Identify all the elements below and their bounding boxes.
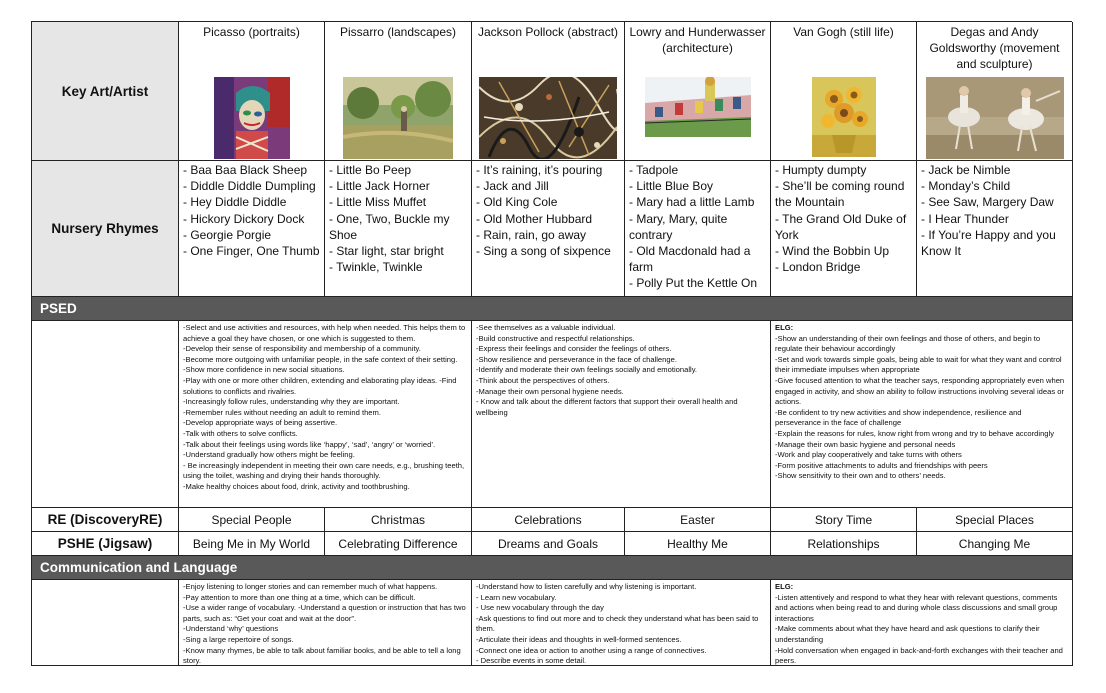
list-item: -Express their feelings and consider the feelings of others. xyxy=(476,344,672,354)
list-item: - Twinkle, Twinkle xyxy=(329,260,423,275)
artist-cell xyxy=(325,22,472,161)
empty-cell xyxy=(32,321,179,508)
section-band-psed: PSED xyxy=(32,297,1073,321)
list-item: -Be confident to try new activities and show independence, resilience and perseverance in the face of challenge xyxy=(775,407,1022,428)
list-item: - She’ll be coming round the Mountain xyxy=(775,179,905,210)
list-item: -Use a wider range of vocabulary. -Understand a question or instruction that has two parts, such as: “Get your coat and wait at the door”. xyxy=(183,603,466,623)
re-topic: Special People xyxy=(179,508,325,532)
list-item: - London Bridge xyxy=(775,260,861,275)
list-item: - It’s raining, it’s pouring xyxy=(476,163,603,177)
list-item: - Mary, Mary, quite contrary xyxy=(629,211,728,242)
list-item: - One Finger, One Thumb xyxy=(183,244,320,259)
row-header-nursery-rhymes: Nursery Rhymes xyxy=(32,161,179,297)
psed-notes-spring xyxy=(472,321,771,508)
abstract-painting-icon xyxy=(479,77,617,159)
artist-cell xyxy=(472,22,625,161)
psed-notes-autumn xyxy=(179,321,472,508)
list-item: -Understand gradually how others might be feeling. xyxy=(183,450,355,460)
list-item: - Be increasingly independent in meeting their own care needs, e.g., brushing teeth, using the toilet, washing and drying their hands thoroughly. xyxy=(183,460,465,481)
list-item: -Manage their own personal hygiene needs. xyxy=(476,386,624,396)
list-item: - Old Macdonald had a farm xyxy=(629,244,751,275)
row-header-re: RE (DiscoveryRE) xyxy=(32,508,179,532)
artist-cell xyxy=(917,22,1073,161)
list-item: -Identify and moderate their own feelings socially and emotionally. xyxy=(476,365,698,375)
list-item: - Little Bo Peep xyxy=(329,163,412,177)
pshe-topic: Dreams and Goals xyxy=(472,532,625,556)
list-item: -Articulate their ideas and thoughts in well-formed sentences. xyxy=(476,634,682,644)
list-item: - Describe events in some detail. xyxy=(476,656,587,666)
list-item: -Talk with others to solve conflicts. xyxy=(183,428,298,438)
list-item: -Make healthy choices about food, drink, activity and toothbrushing. xyxy=(183,481,410,491)
communication-notes-autumn xyxy=(179,580,472,666)
list-item: - Little Jack Horner xyxy=(329,179,430,194)
pshe-topic: Healthy Me xyxy=(625,532,771,556)
section-band-communication: Communication and Language xyxy=(32,556,1073,580)
row-header-key-art: Key Art/Artist xyxy=(32,22,179,161)
pshe-topic: Being Me in My World xyxy=(179,532,325,556)
rhyme-list xyxy=(472,161,625,297)
elg-heading: ELG: xyxy=(775,323,794,332)
artist-cell xyxy=(625,22,771,161)
rhyme-list xyxy=(917,161,1073,297)
re-topic: Celebrations xyxy=(472,508,625,532)
communication-notes-elg xyxy=(771,580,1073,666)
list-item: -Make comments about what they have heard and ask questions to clarify their understanding xyxy=(775,624,1040,644)
artist-name: Degas and Andy Goldsworthy (movement and sculpture) xyxy=(929,25,1060,71)
list-item: -Talk about their feelings using words like ‘happy’, ‘sad’, ‘angry’ or ‘worried’. xyxy=(183,439,436,449)
list-item: -Listen attentively and respond to what they hear with relevant questions, comments and actions when being read to and during whole class discussions and small group interactions xyxy=(775,592,1058,623)
list-item: - Rain, rain, go away xyxy=(476,227,587,242)
list-item: - Monday’s Child xyxy=(921,179,1011,194)
list-item: -Know many rhymes, be able to talk about familiar books, and be able to tell a long story. xyxy=(183,645,461,666)
rhyme-list xyxy=(179,161,325,297)
rhyme-list xyxy=(771,161,917,297)
list-item: -Ask questions to find out more and to check they understand what has been said to them. xyxy=(476,613,759,634)
list-item: -See themselves as a valuable individual. xyxy=(476,323,616,332)
list-item: - See Saw, Margery Daw xyxy=(921,195,1054,210)
list-item: -Give focused attention to what the teacher says, responding appropriately even when engaged in activity, and show an ability to follow instructions involving several ideas or actions. xyxy=(775,375,1065,407)
list-item: - Old Mother Hubbard xyxy=(476,211,593,226)
artist-name: Pissarro (landscapes) xyxy=(339,25,457,39)
elg-heading: ELG: xyxy=(775,582,794,591)
list-item: - Use new vocabulary through the day xyxy=(476,603,604,613)
list-item: - One, Two, Buckle my Shoe xyxy=(329,211,450,242)
list-item: - Diddle Diddle Dumpling xyxy=(183,179,316,194)
pshe-topic: Relationships xyxy=(771,532,917,556)
list-item: - Humpty dumpty xyxy=(775,163,867,177)
empty-cell xyxy=(32,580,179,666)
list-item: -Connect one idea or action to another using a range of connectives. xyxy=(476,645,707,655)
list-item: - Jack be Nimble xyxy=(921,163,1011,177)
sunflowers-painting-icon xyxy=(812,77,876,157)
list-item: -Show an understanding of their own feelings and those of others, and begin to regulate their behaviour accordingly xyxy=(775,333,1041,354)
list-item: - Learn new vocabulary. xyxy=(476,592,557,602)
list-item: - Wind the Bobbin Up xyxy=(775,244,890,259)
list-item: - Jack and Jill xyxy=(476,179,549,194)
list-item: - Sing a song of sixpence xyxy=(476,244,611,259)
list-item: -Increasingly follow rules, understanding why they are important. xyxy=(183,397,400,407)
list-item: -Set and work towards simple goals, being able to wait for what they want and control their immediate impulses when appropriate xyxy=(775,354,1062,375)
list-item: -Explain the reasons for rules, know right from wrong and try to behave accordingly xyxy=(775,428,1054,438)
rhyme-list xyxy=(625,161,771,297)
list-item: - Hickory Dickory Dock xyxy=(183,211,305,226)
list-item: - Polly Put the Kettle On xyxy=(629,276,758,291)
list-item: - Little Blue Boy xyxy=(629,179,714,194)
pshe-topic: Celebrating Difference xyxy=(325,532,472,556)
list-item: -Understand ‘why’ questions xyxy=(183,624,279,634)
list-item: - Know and talk about the different factors that support their overall health and wellbeing xyxy=(476,397,738,417)
landscape-painting-icon xyxy=(343,77,453,159)
list-item: -Remember rules without needing an adult to remind them. xyxy=(183,407,381,417)
list-item: - Little Miss Muffet xyxy=(329,195,427,210)
list-item: -Pay attention to more than one thing at a time, which can be difficult. xyxy=(183,592,416,602)
artist-cell xyxy=(771,22,917,161)
list-item: -Enjoy listening to longer stories and can remember much of what happens. xyxy=(183,582,438,591)
list-item: - I Hear Thunder xyxy=(921,211,1009,226)
pshe-topic: Changing Me xyxy=(917,532,1073,556)
list-item: -Show more confidence in new social situations. xyxy=(183,365,345,375)
list-item: -Think about the perspectives of others. xyxy=(476,375,610,385)
list-item: -Develop appropriate ways of being assertive. xyxy=(183,418,338,428)
artist-cell xyxy=(179,22,325,161)
list-item: - Tadpole xyxy=(629,163,679,177)
list-item: - If You’re Happy and you Know It xyxy=(921,227,1056,259)
list-item: - Hey Diddle Diddle xyxy=(183,195,287,210)
list-item: -Show resilience and perseverance in the face of challenge. xyxy=(476,354,677,364)
psed-notes-elg xyxy=(771,321,1073,508)
artist-name: Lowry and Hunderwasser (architecture) xyxy=(629,25,766,55)
artist-name: Picasso (portraits) xyxy=(203,25,300,39)
artist-name: Jackson Pollock (abstract) xyxy=(477,25,619,39)
list-item: - Georgie Porgie xyxy=(183,227,272,242)
list-item: - Baa Baa Black Sheep xyxy=(183,163,308,177)
communication-notes-spring xyxy=(472,580,771,666)
list-item: - Star light, star bright xyxy=(329,244,444,259)
portrait-painting-icon xyxy=(214,77,290,159)
list-item: -Sing a large repertoire of songs. xyxy=(183,634,294,644)
list-item: - Old King Cole xyxy=(476,195,558,210)
list-item: -Select and use activities and resources, with help when needed. This helps them to achieve a goal they have chosen, or one which is suggested to them. xyxy=(183,323,466,343)
re-topic: Christmas xyxy=(325,508,472,532)
re-topic: Special Places xyxy=(917,508,1073,532)
list-item: -Work and play cooperatively and take turns with others xyxy=(775,450,962,460)
list-item: -Form positive attachments to adults and friendships with peers xyxy=(775,460,988,470)
list-item: -Show sensitivity to their own and to others’ needs. xyxy=(775,471,946,481)
list-item: -Become more outgoing with unfamiliar people, in the safe context of their setting. xyxy=(183,354,458,364)
curriculum-table xyxy=(31,21,1072,666)
list-item: -Develop their sense of responsibility and membership of a community. xyxy=(183,344,421,354)
re-topic: Easter xyxy=(625,508,771,532)
re-topic: Story Time xyxy=(771,508,917,532)
architecture-painting-icon xyxy=(645,77,751,137)
list-item: -Manage their own basic hygiene and personal needs xyxy=(775,439,956,449)
list-item: -Understand how to listen carefully and why listening is important. xyxy=(476,582,697,591)
artist-name: Van Gogh (still life) xyxy=(793,25,894,39)
list-item: - The Grand Old Duke of York xyxy=(775,211,907,242)
list-item: -Build constructive and respectful relationships. xyxy=(476,333,635,343)
row-header-pshe: PSHE (Jigsaw) xyxy=(32,532,179,556)
dancers-painting-icon xyxy=(926,77,1064,159)
list-item: - Mary had a little Lamb xyxy=(629,195,755,210)
list-item: -Hold conversation when engaged in back-and-forth exchanges with their teacher and peers. xyxy=(775,645,1063,666)
rhyme-list xyxy=(325,161,472,297)
list-item: -Play with one or more other children, extending and elaborating play ideas. -Find solutions to conflicts and rivalries. xyxy=(183,375,457,396)
